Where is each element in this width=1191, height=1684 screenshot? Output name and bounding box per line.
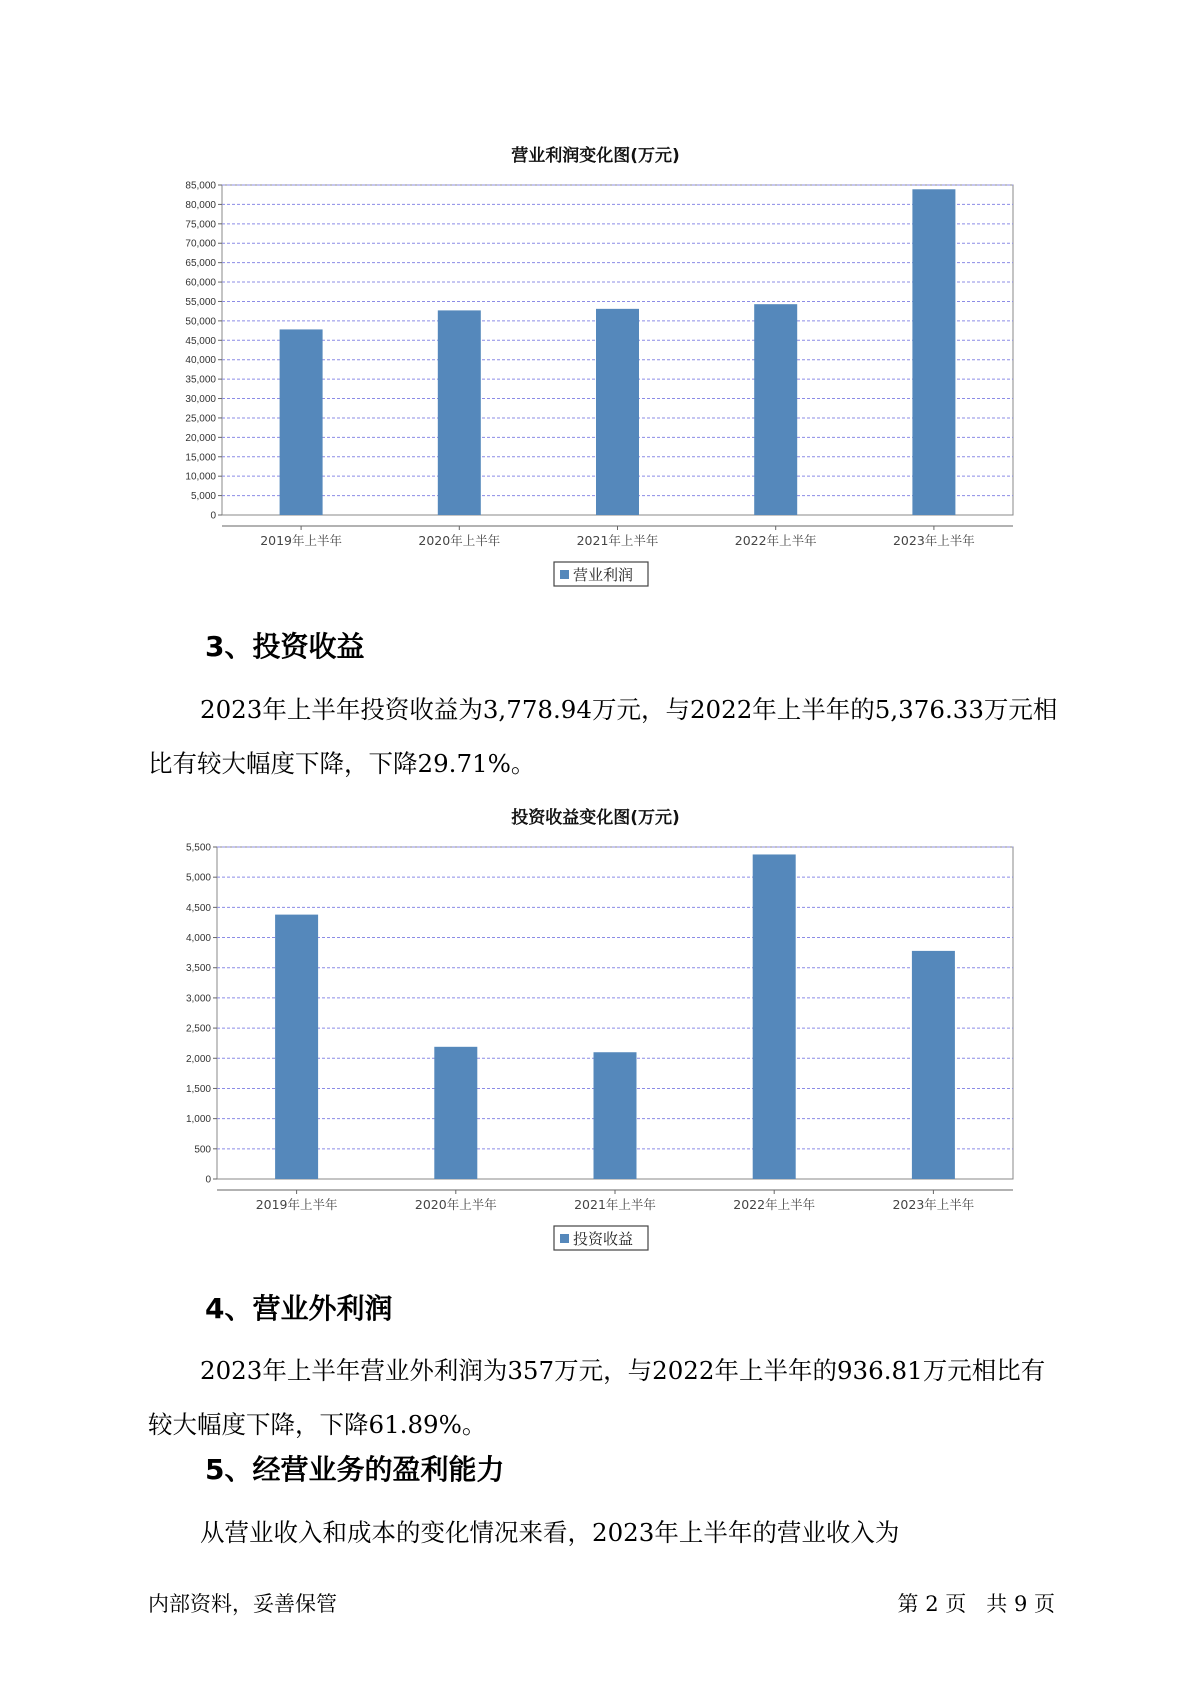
x-tick-label: 2021年上半年 [576, 533, 659, 548]
y-tick-label: 45,000 [185, 335, 216, 347]
bar [596, 309, 639, 515]
bar [754, 304, 797, 515]
y-tick-label: 5,500 [185, 842, 211, 854]
paragraph-investment-income: 2023年上半年投资收益为3,778.94万元，与2022年上半年的5,376.33万元相比有较大幅度下降，下降29.71%。 [148, 695, 1058, 778]
y-tick-label: 80,000 [185, 199, 216, 211]
footer-page-number: 第 2 页 共 9 页 [897, 1592, 1055, 1616]
footer-confidential-note: 内部资料，妥善保管 [148, 1592, 337, 1616]
y-tick-label: 25,000 [185, 413, 216, 425]
y-tick-label: 4,000 [185, 933, 211, 945]
bar [912, 951, 955, 1179]
bar [912, 189, 955, 515]
bar [753, 854, 796, 1179]
x-tick-label: 2019年上半年 [255, 1197, 338, 1212]
y-tick-label: 3,500 [185, 963, 211, 975]
x-tick-label: 2023年上半年 [892, 533, 975, 548]
x-tick-label: 2023年上半年 [892, 1197, 975, 1212]
bar [438, 310, 481, 515]
bar [594, 1052, 637, 1179]
investment-income-chart [0, 835, 1191, 1248]
legend-label: 营业利润 [573, 566, 634, 584]
x-tick-label: 2020年上半年 [414, 1197, 497, 1212]
y-tick-label: 1,000 [185, 1114, 211, 1126]
y-tick-label: 0 [205, 1174, 211, 1186]
y-tick-label: 0 [210, 510, 216, 522]
y-tick-label: 20,000 [185, 432, 216, 444]
y-tick-label: 15,000 [185, 452, 216, 464]
bar [275, 915, 318, 1179]
y-tick-label: 10,000 [185, 471, 216, 483]
y-tick-label: 65,000 [185, 258, 216, 270]
operating-profit-chart [0, 170, 1191, 590]
chart-title-operating-profit: 营业利润变化图(万元) [511, 146, 680, 166]
x-tick-label: 2020年上半年 [418, 533, 501, 548]
y-tick-label: 40,000 [185, 355, 216, 367]
x-tick-label: 2022年上半年 [734, 533, 817, 548]
y-tick-label: 75,000 [185, 219, 216, 231]
y-tick-label: 5,000 [190, 491, 216, 503]
y-tick-label: 70,000 [185, 238, 216, 250]
chart-title-investment-income: 投资收益变化图(万元) [511, 808, 680, 828]
y-tick-label: 500 [194, 1144, 211, 1156]
section-heading-non-operating-profit: 4、营业外利润 [205, 1292, 393, 1325]
paragraph-non-operating-profit: 2023年上半年营业外利润为357万元，与2022年上半年的936.81万元相比有较大幅度下降，下降61.89%。 [148, 1356, 1046, 1439]
y-tick-label: 85,000 [185, 180, 216, 192]
x-tick-label: 2022年上半年 [733, 1197, 816, 1212]
y-tick-label: 1,500 [185, 1083, 211, 1095]
legend [554, 1226, 648, 1250]
y-tick-label: 5,000 [185, 872, 211, 884]
x-tick-label: 2021年上半年 [574, 1197, 656, 1212]
y-tick-label: 4,500 [185, 902, 211, 914]
y-tick-label: 2,500 [185, 1023, 211, 1035]
y-tick-label: 30,000 [185, 394, 216, 406]
legend-swatch [560, 1234, 569, 1243]
y-tick-label: 60,000 [185, 277, 216, 289]
y-tick-label: 3,000 [185, 993, 211, 1005]
legend-swatch [560, 570, 569, 579]
section-heading-business-profitability: 5、经营业务的盈利能力 [205, 1453, 505, 1486]
legend-label: 投资收益 [573, 1230, 634, 1248]
bar [434, 1047, 477, 1179]
x-tick-label: 2019年上半年 [260, 533, 343, 548]
bar [280, 329, 323, 515]
y-tick-label: 55,000 [185, 296, 216, 308]
y-tick-label: 35,000 [185, 374, 216, 386]
y-tick-label: 50,000 [185, 316, 216, 328]
paragraph-business-profitability: 从营业收入和成本的变化情况来看，2023年上半年的营业收入为 [200, 1518, 900, 1547]
section-heading-investment-income: 3、投资收益 [205, 630, 365, 663]
legend [554, 562, 648, 586]
y-tick-label: 2,000 [185, 1053, 211, 1065]
